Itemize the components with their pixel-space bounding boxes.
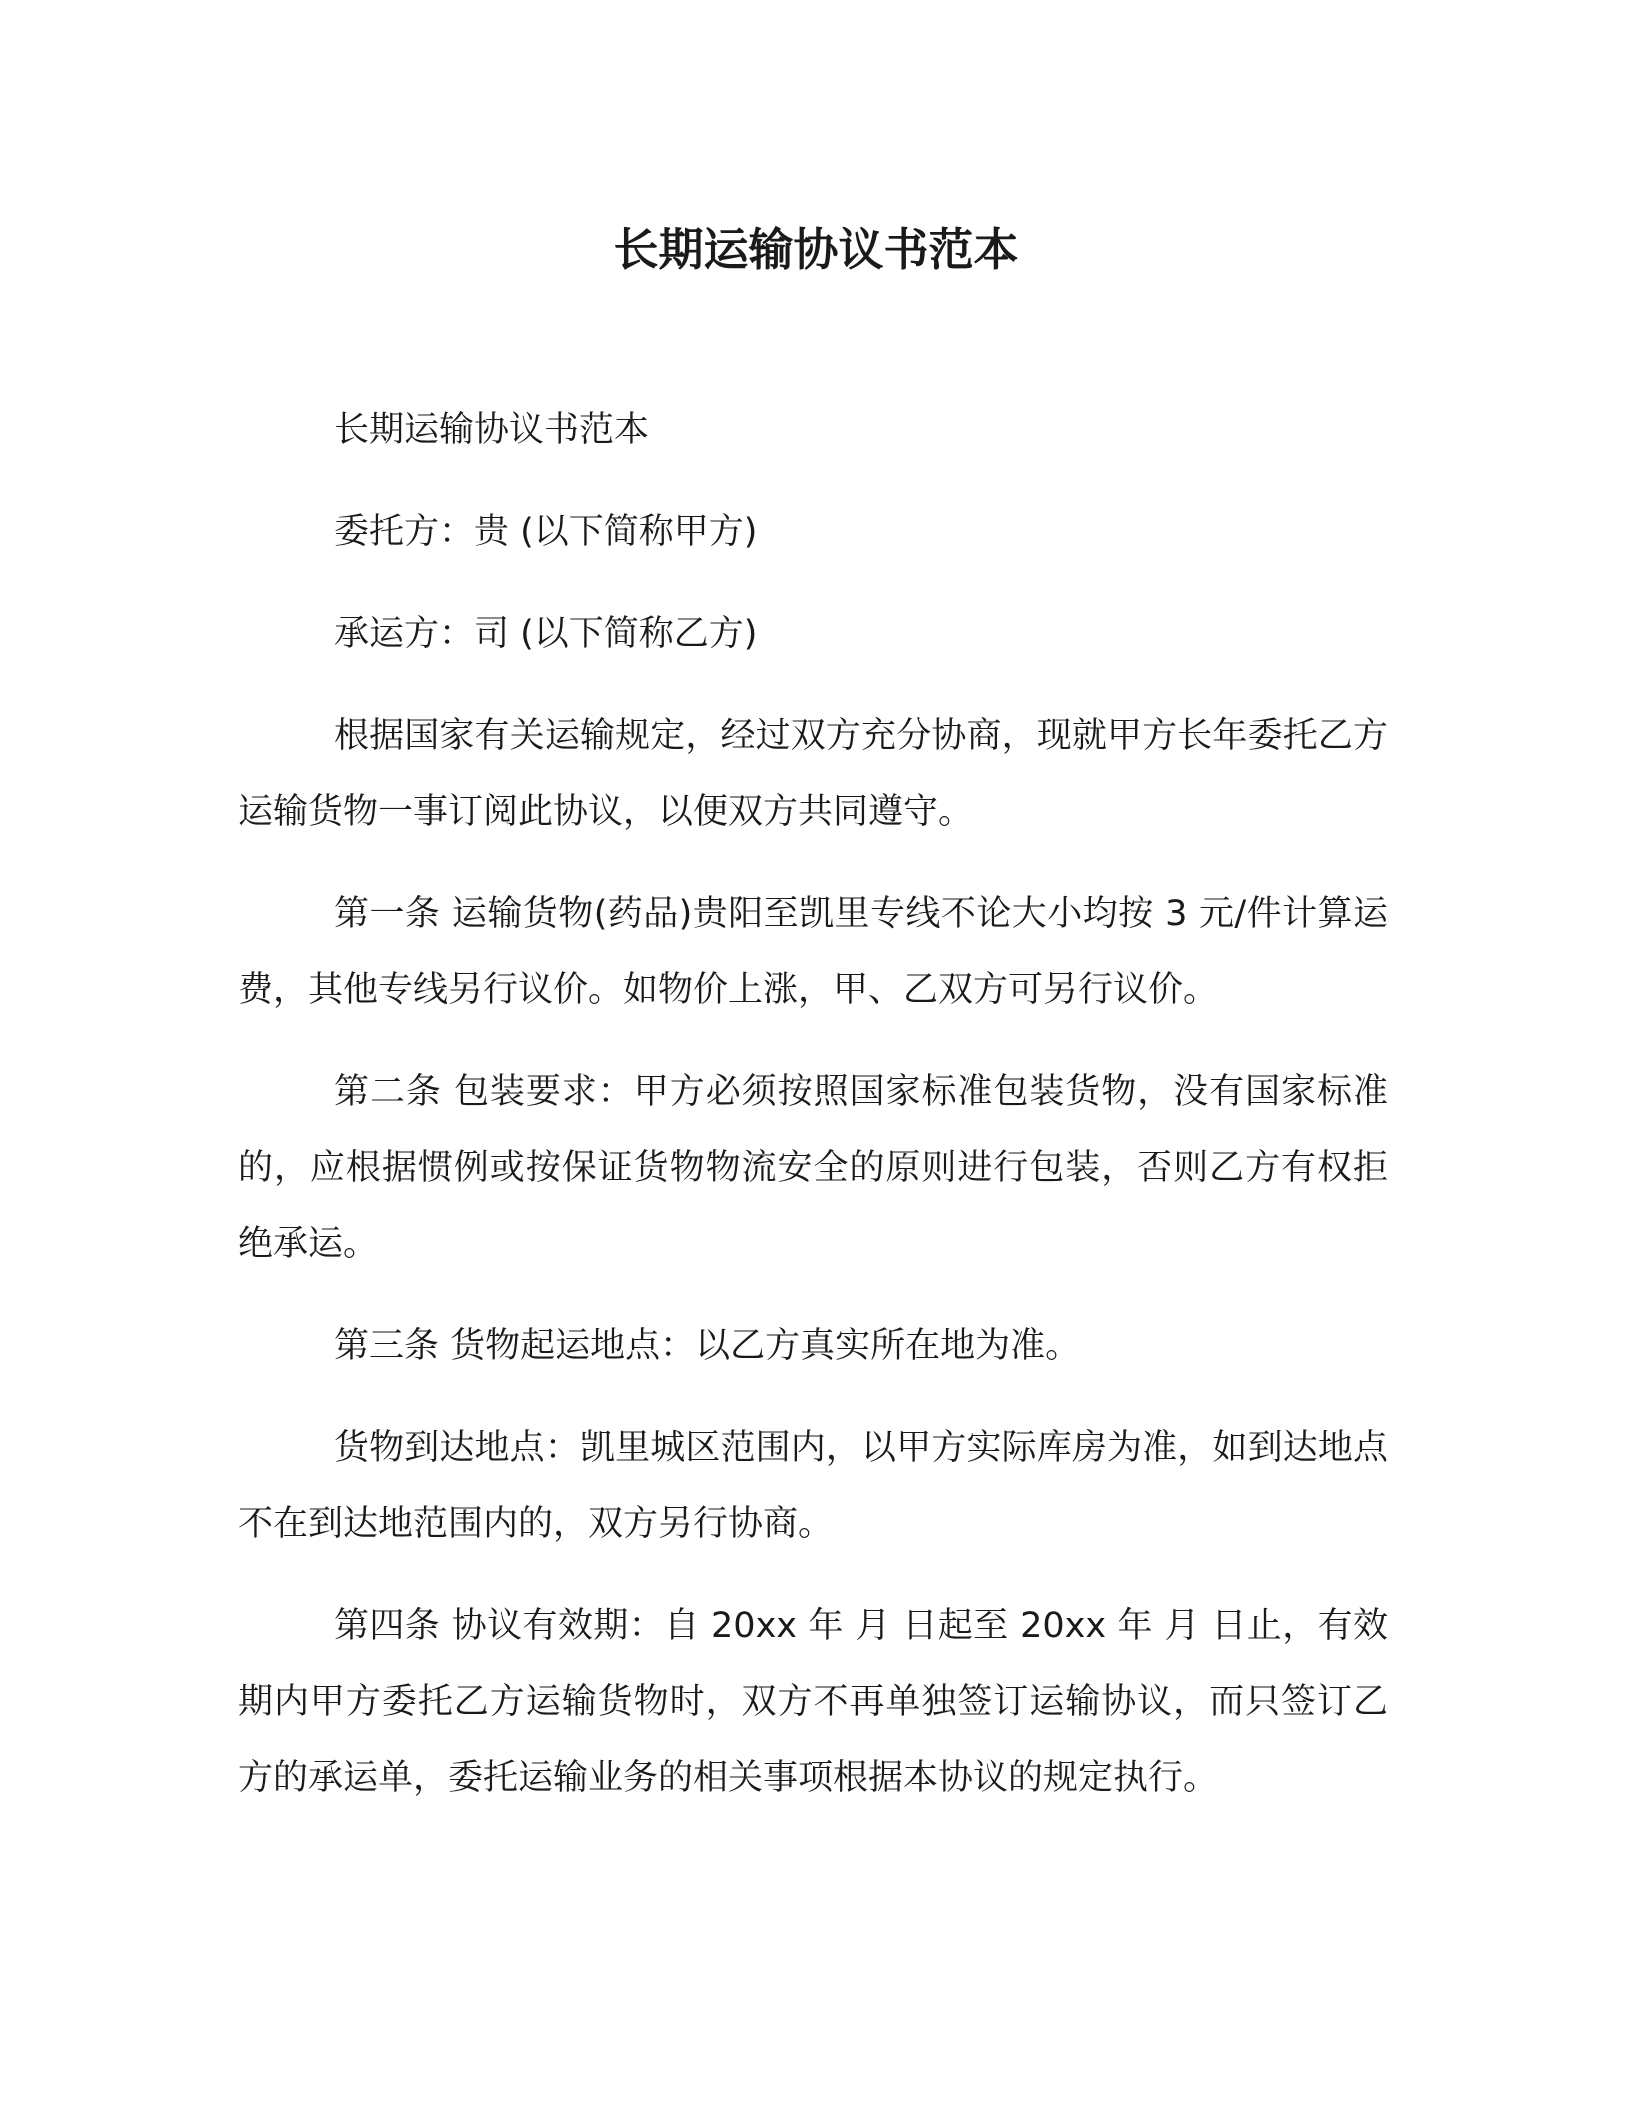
paragraph-carrier: 承运方：司 (以下简称乙方) xyxy=(334,614,758,654)
paragraph-preamble: 根据国家有关运输规定，经过双方充分协商，现就甲方长年委托乙方运输货物一事订阅此协议，以便双方共同遵守。 xyxy=(238,716,1388,832)
document-title: 长期运输协议书范本 xyxy=(613,223,1019,276)
paragraph-client: 委托方：贵 (以下简称甲方) xyxy=(334,512,758,552)
paragraph-article-3: 第三条 货物起运地点：以乙方真实所在地为准。 xyxy=(334,1326,1081,1366)
paragraph-article-1: 第一条 运输货物(药品)贵阳至凯里专线不论大小均按 3 元/件计算运费，其他专线另行议价。如物价上涨，甲、乙双方可另行议价。 xyxy=(238,894,1388,1010)
paragraph-article-4: 第四条 协议有效期：自 20xx 年 月 日起至 20xx 年 月 日止，有效期内甲方委托乙方运输货物时，双方不再单独签订运输协议，而只签订乙方的承运单，委托运输业务的相关事项根据本协议的规定执行。 xyxy=(238,1606,1388,1798)
paragraph-article-2: 第二条 包装要求：甲方必须按照国家标准包装货物，没有国家标准的，应根据惯例或按保证货物物流安全的原则进行包装，否则乙方有权拒绝承运。 xyxy=(238,1072,1388,1264)
paragraph-heading: 长期运输协议书范本 xyxy=(334,410,650,450)
document-body xyxy=(238,392,1388,1842)
paragraph-destination: 货物到达地点：凯里城区范围内，以甲方实际库房为准，如到达地点不在到达地范围内的，双方另行协商。 xyxy=(238,1428,1388,1544)
